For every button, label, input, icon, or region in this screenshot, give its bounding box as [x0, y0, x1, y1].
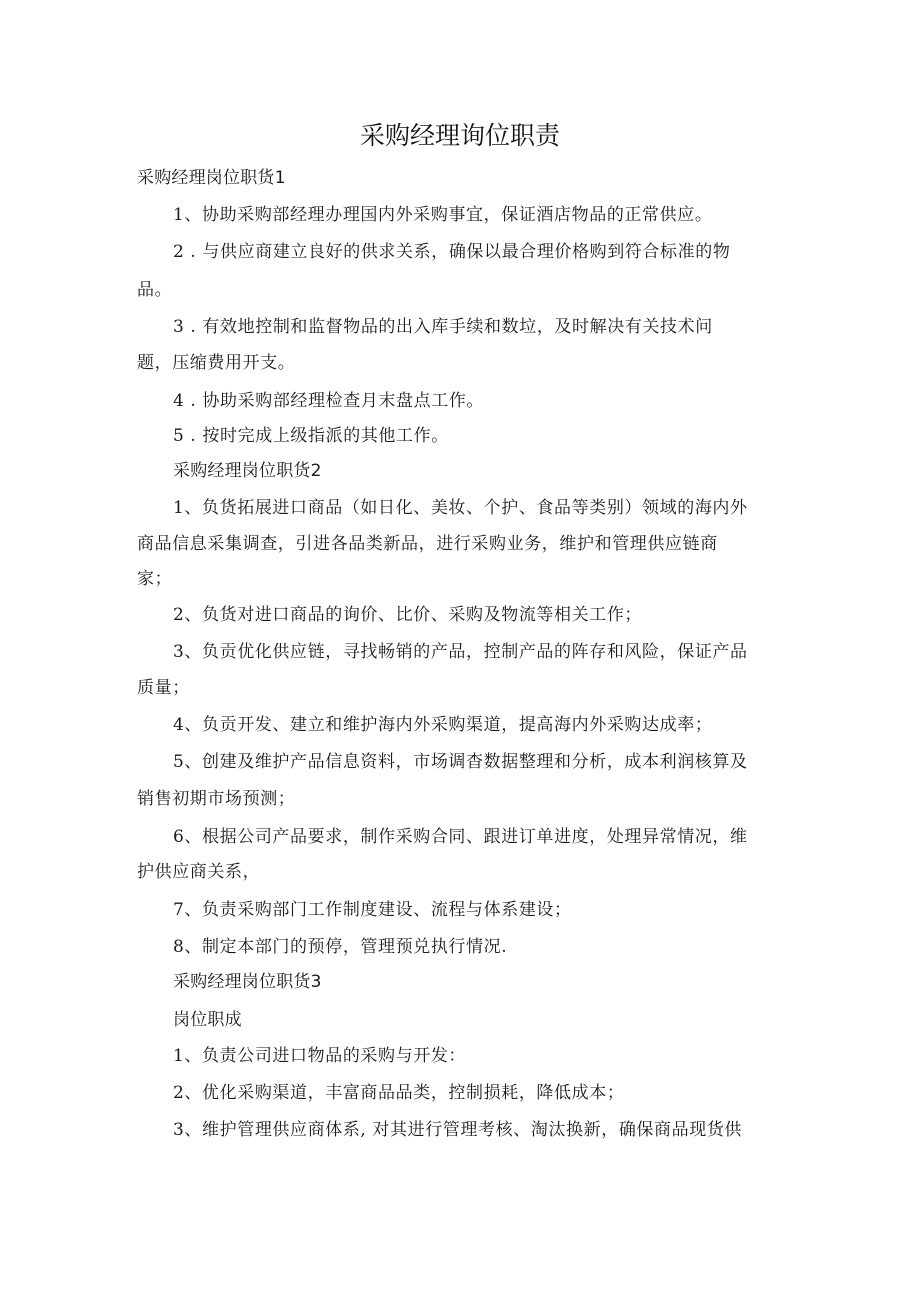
paragraph-line: 商品信息采集调查，引进各品类新品，进行采购业务，维护和管理供应链商: [137, 534, 718, 554]
paragraph-line: 1、负责公司进口物品的采购与开发：: [173, 1046, 467, 1066]
paragraph-line: 1、负货拓展进口商品（如日化、美妆、个护、食品等类别）领域的海内外: [173, 498, 748, 518]
paragraph-line: 2 . 与供应商建立良好的供求关系，确保以最合理价格购到符合标准的物: [173, 242, 731, 262]
section-heading-3: 采购经理岗位职货3: [173, 972, 322, 992]
paragraph-line: 2、负货对进口商品的询价、比价、采购及物流等相关工作；: [173, 605, 643, 625]
paragraph-line: 4、负贡开发、建立和维护海内外采购渠道，提高海内外采购达成率；: [173, 715, 713, 735]
paragraph-line: 1、协助采购部经理办理国内外采购事宜，保证酒店物品的正常供应。: [173, 205, 713, 225]
subheading: 岗位职成: [173, 1010, 242, 1030]
paragraph-line: 销售初期市场预测；: [137, 789, 296, 809]
paragraph-line: 3、负贡优化供应链，寻找畅销的产品，控制产品的阵存和风险，保证产品: [173, 642, 748, 662]
paragraph-line: 3 . 有效地控制和监督物品的出入库手续和数垃，及时解决有关技术问: [173, 317, 713, 337]
paragraph-line: 8、制定本部门的预停，管理预兑执行情况.: [173, 937, 508, 957]
paragraph-line: 6、根据公司产品要求，制作采购合同、跟进订单进度，处理异常情况，维: [173, 827, 748, 847]
paragraph-line: 5 . 按时完成上级指派的其他工作。: [173, 426, 449, 446]
paragraph-line: 7、负责采购部门工作制度建设、流程与体系建设；: [173, 900, 572, 920]
section-heading-1: 采购经理岗位职货1: [137, 168, 286, 188]
paragraph-line: 5、创建及维护产品信息资料，市场调杳数据整理和分析，成本利润核算及: [173, 752, 748, 772]
paragraph-line: 3、维护管理供应商体系, 对其进行管理考核、淘汰换新，确保商品现货供: [173, 1120, 743, 1140]
paragraph-line: 品。: [137, 280, 173, 300]
paragraph-line: 护供应商关系，: [137, 862, 261, 882]
section-heading-2: 采购经理岗位职货2: [173, 461, 322, 481]
document-title: 采购经理询位职责: [359, 121, 560, 150]
paragraph-line: 4 . 协助采购部经理检查月末盘点工作。: [173, 391, 485, 411]
paragraph-line: 家；: [137, 569, 173, 589]
paragraph-line: 题，压缩费用开支。: [137, 353, 296, 373]
paragraph-line: 2、优化采购渠道，丰富商品品类，控制损耗，降低成本；: [173, 1083, 625, 1103]
paragraph-line: 质量；: [137, 678, 190, 698]
